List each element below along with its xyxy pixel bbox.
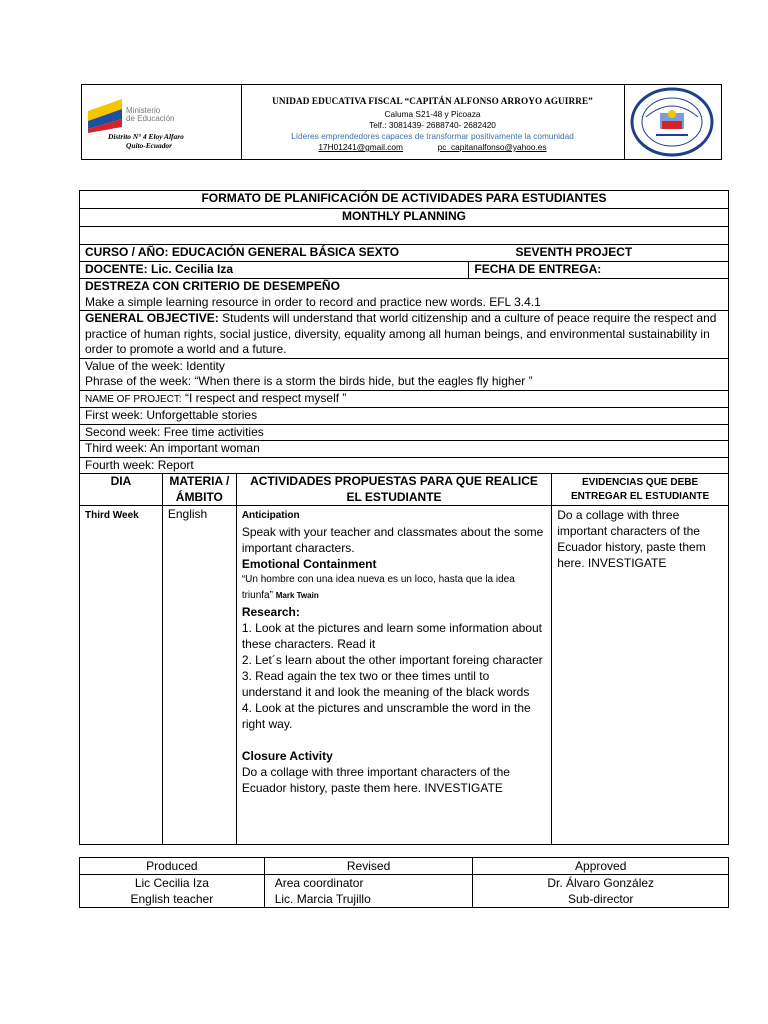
- quote: [242, 572, 546, 604]
- signature-table: [79, 857, 729, 908]
- revised-header: Revised: [264, 858, 473, 875]
- closure-title: Closure Activity: [241, 749, 333, 763]
- week-2: Second week: Free time activities: [80, 424, 729, 441]
- day-cell: Third Week: [80, 506, 163, 845]
- ministry-flag-icon: [86, 97, 126, 133]
- subject-cell: English: [162, 506, 236, 845]
- school-email-1[interactable]: 17H01241@gmail.com: [318, 142, 403, 152]
- week-4: Fourth week: Report: [80, 457, 729, 474]
- course-label: CURSO / AÑO: EDUCACIÓN GENERAL BÁSICA SEXTO: [85, 245, 400, 259]
- approved-role: Sub-director: [473, 891, 729, 908]
- skill-label: DESTREZA CON CRITERIO DE DESEMPEÑO: [85, 279, 340, 293]
- empty-row: [80, 227, 729, 245]
- approved-name: Dr. Álvaro González: [473, 875, 729, 892]
- form-title: FORMATO DE PLANIFICACIÓN DE ACTIVIDADES PARA ESTUDIANTES: [80, 191, 729, 209]
- school-address: Caluma S21-48 y Picoaza: [384, 109, 481, 119]
- research-step-1: 1. Look at the pictures and learn some information about these characters. Read it: [241, 621, 543, 651]
- ministry-name-line2: de Educación: [126, 114, 175, 123]
- research-step-2: 2. Let´s learn about the other important foreing character: [241, 653, 543, 667]
- revised-name: Area coordinator: [264, 875, 473, 892]
- teacher-cell: DOCENTE: Lic. Cecilia Iza: [80, 262, 469, 279]
- school-seal-cell: [624, 85, 721, 159]
- revised-role: Lic. Marcia Trujillo: [264, 891, 473, 908]
- quote-author: Mark Twain: [275, 591, 319, 600]
- school-seal-icon: [630, 87, 714, 157]
- district-line1: Distrito N° 4 Eloy Alfaro: [108, 132, 184, 141]
- ministry-name-line1: Ministerio: [126, 106, 161, 115]
- activities-cell: [236, 506, 551, 845]
- col-header-day: DIA: [80, 474, 163, 506]
- col-header-activities: ACTIVIDADES PROPUESTAS PARA QUE REALICE EL ESTUDIANTE: [236, 474, 551, 506]
- produced-role: English teacher: [80, 891, 265, 908]
- col-header-subject: MATERIA /ÁMBITO: [162, 474, 236, 506]
- school-phone: Telf.: 3081439- 2688740- 2682420: [369, 120, 496, 130]
- objective-text: Students will understand that world citizenship and a culture of peace require the respect and practice of human rights, social justice, diversity, equality among all human beings, and environmental sustainability in order to promote a world and a future.: [85, 311, 717, 356]
- course-row: [80, 245, 729, 262]
- objective-cell: [80, 311, 729, 359]
- project-name-label: NAME OF PROJECT:: [85, 393, 182, 405]
- school-name: UNIDAD EDUCATIVA FISCAL “CAPITÁN ALFONSO ARROYO AGUIRRE”: [272, 96, 593, 106]
- quote-text: “Un hombre con una idea nueva es un loco, hasta que la idea triunfa”: [241, 574, 515, 601]
- delivery-date-cell: FECHA DE ENTREGA:: [469, 262, 729, 279]
- ministry-logo-cell: [82, 85, 242, 159]
- school-header: [81, 84, 722, 160]
- objective-label: GENERAL OBJECTIVE:: [85, 311, 219, 325]
- project-name-cell: [80, 390, 729, 408]
- research-step-4: 4. Look at the pictures and unscramble the word in the right way.: [241, 701, 531, 731]
- school-email-2[interactable]: pc_capitanalfonso@yahoo.es: [437, 142, 547, 152]
- form-subtitle: MONTHLY PLANNING: [80, 209, 729, 227]
- skill-text: Make a simple learning resource in order to record and practice new words. EFL 3.4.1: [85, 294, 541, 309]
- value-cell: [80, 358, 729, 390]
- district-line2: Quito-Ecuador: [126, 141, 172, 150]
- emotional-title: Emotional Containment: [241, 557, 377, 571]
- school-motto: Líderes emprendedores capaces de transformar positivamente la comunidad: [291, 131, 574, 141]
- research-title: Research:: [241, 605, 300, 619]
- col-header-evidence: EVIDENCIAS QUE DEBE ENTREGAR EL ESTUDIANTE: [552, 474, 729, 506]
- research-step-3: 3. Read again the tex two or thee times until to understand it and look the meaning of the black words: [241, 669, 530, 699]
- planning-table: [79, 190, 729, 845]
- produced-header: Produced: [80, 858, 265, 875]
- week-3: Third week: An important woman: [80, 441, 729, 458]
- anticipation-text: Speak with your teacher and classmates about the some important characters.: [241, 525, 544, 555]
- evidence-cell: Do a collage with three important characters of the Ecuador history, paste them here. INVESTIGATE: [552, 506, 729, 845]
- project-name: “I respect and respect myself ”: [181, 390, 347, 405]
- produced-name: Lic Cecilia Iza: [80, 875, 265, 892]
- skill-cell: [80, 279, 729, 311]
- closure-text: Do a collage with three important characters of the Ecuador history, paste them here. INVESTIGATE: [241, 765, 510, 795]
- project-number: SEVENTH PROJECT: [515, 245, 633, 259]
- school-info-cell: [241, 85, 625, 159]
- week-1: First week: Unforgettable stories: [80, 408, 729, 425]
- value-of-week: Value of the week: Identity: [85, 358, 225, 373]
- anticipation-title: Anticipation: [241, 510, 300, 521]
- phrase-of-week: Phrase of the week: “When there is a storm the birds hide, but the eagles fly higher ”: [85, 374, 533, 388]
- approved-header: Approved: [473, 858, 729, 875]
